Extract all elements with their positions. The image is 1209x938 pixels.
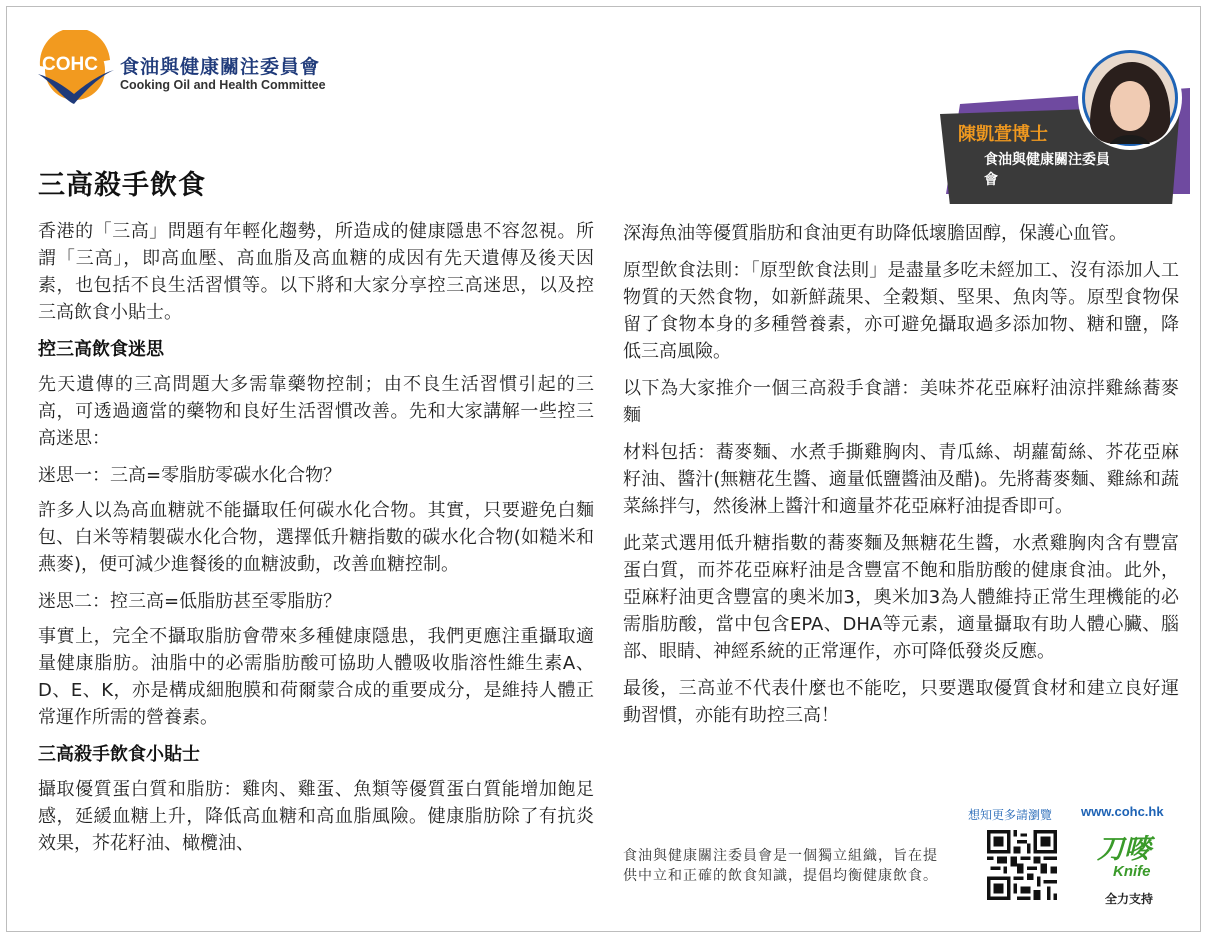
logo-name-en: Cooking Oil and Health Committee [120,78,326,92]
svg-text:刀嘜: 刀嘜 [1097,834,1151,865]
closing-paragraph: 最後，三高並不代表什麼也不能吃，只要選取優質食材和建立良好運動習慣，亦能有助控三高！ [623,678,1179,726]
myth-two-paragraph: 事實上，完全不攝取脂肪會帶來多種健康隱患，我們更應注重攝取適量健康脂肪。油脂中的必需脂肪酸可協助人體吸收脂溶性維生素A、D、E、K，亦是構成細胞膜和荷爾蒙合成的重要成分，是維持人體正常運作所需的營養素。 [38,626,594,728]
section-heading-tips: 三高殺手飲食小貼士 [38,744,200,765]
svg-text:COHC: COHC [42,54,98,75]
section-heading-myths: 控三高飲食迷思 [38,339,164,360]
knife-brand-logo-icon [1093,828,1163,882]
myth-one: 迷思一：三高=零脂肪零碳水化合物？ [38,465,342,486]
intro-paragraph: 香港的「三高」問題有年輕化趨勢，所造成的健康隱患不容忽視。所謂「三高」，即高血壓、高血脂及高血糖的成因有先天遺傳及後天因素，也包括不良生活習慣等。以下將和大家分享控三高迷思，以及控三高飲食小貼士。 [38,221,594,323]
left-column [38,218,594,867]
author-org: 食油與健康關注委員會 [984,152,1110,188]
logo-name-zh: 食油與健康關注委員會 [120,56,321,78]
cohc-logo-icon [34,30,116,108]
recipe-intro-paragraph: 以下為大家推介一個三高殺手食譜：美味芥花亞麻籽油涼拌雞絲蕎麥麵 [623,378,1179,426]
whole-food-paragraph: 原型飲食法則：「原型飲食法則」是盡量多吃未經加工、沒有添加人工物質的天然食物，如新鮮蔬果、全穀類、堅果、魚肉等。原型食物保留了食物本身的多種營養素，亦可避免攝取過多添加物、糖和鹽，降低三高風險。 [623,260,1179,362]
recipe-benefits-paragraph: 此菜式選用低升糖指數的蕎麥麵及無糖花生醬，水煮雞胸肉含有豐富蛋白質，而芥花亞麻籽油是含豐富不飽和脂肪酸的健康食油。此外，亞麻籽油更含豐富的奧米加3，奧米加3為人體維持正常生理機能的必需脂肪酸，當中包含EPA、DHA等元素，適量攝取有助人體心臟、腦部、眼睛、神經系統的正常運作，亦可降低發炎反應。 [623,533,1179,662]
committee-about: 食油與健康關注委員會是一個獨立組織，旨在提供中立和正確的飲食知識，提倡均衡健康飲食。 [623,848,938,884]
tip-protein-paragraph: 攝取優質蛋白質和脂肪：雞肉、雞蛋、魚類等優質蛋白質能增加飽足感，延緩血糖上升，降低高血糖和高血脂風險。健康脂肪除了有抗炎效果，芥花籽油、橄欖油、 [38,779,594,854]
myths-intro-paragraph: 先天遺傳的三高問題大多需靠藥物控制；由不良生活習慣引起的三高，可透過適當的藥物和良好生活習慣改善。先和大家講解一些控三高迷思： [38,374,594,449]
svg-text:Knife: Knife [1113,863,1151,880]
myth-one-paragraph: 許多人以為高血糖就不能攝取任何碳水化合物。其實，只要避免白麵包、白米等精製碳水化合物，選擇低升糖指數的碳水化合物(如糙米和燕麥)，便可減少進餐後的血糖波動，改善血糖控制。 [38,500,594,575]
myth-two: 迷思二：控三高=低脂肪甚至零脂肪？ [38,591,342,612]
ingredients-paragraph: 材料包括：蕎麥麵、水煮手撕雞胸肉、青瓜絲、胡蘿蔔絲、芥花亞麻籽油、醬汁(無糖花生醬、適量低鹽醬油及醋)。先將蕎麥麵、雞絲和蔬菜絲拌勻，然後淋上醬汁和適量芥花亞麻籽油提香即可。 [623,442,1179,517]
author-name: 陳凱萱博士 [958,124,1048,145]
website-link[interactable]: www.cohc.hk [1081,804,1164,819]
more-info-label: 想知更多請瀏覽 [968,808,1053,822]
tip-continued-paragraph: 深海魚油等優質脂肪和食油更有助降低壞膽固醇，保護心血管。 [623,223,1127,244]
article-title: 三高殺手飲食 [38,170,206,201]
right-column [623,220,1179,739]
support-label: 全力支持 [1105,892,1154,906]
qr-code-icon[interactable] [987,830,1057,900]
